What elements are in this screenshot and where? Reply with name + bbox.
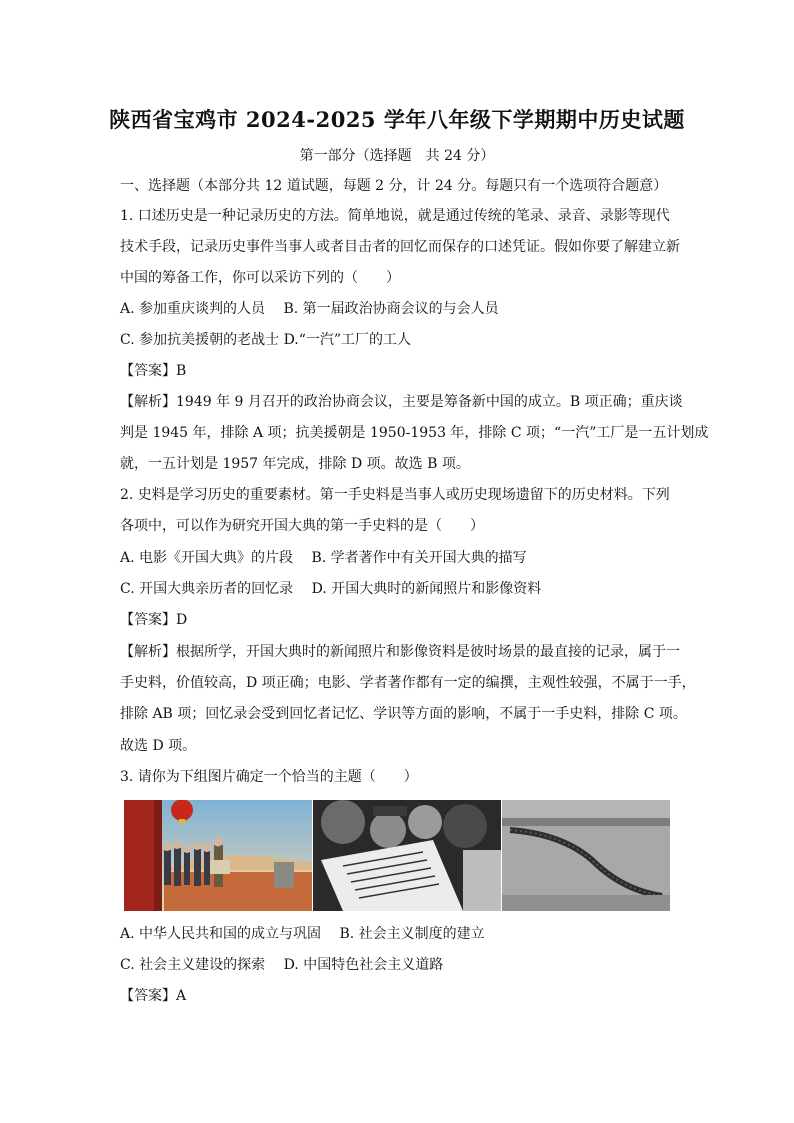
q3-options-line-1: A. 中华人民共和国的成立与巩固 B. 社会主义制度的建立 — [120, 926, 485, 942]
q2-analysis-line-2: 手史料，价值较高，D 项正确；电影、学者著作都有一定的编撰，主观性较强，不属于一手， — [120, 675, 696, 691]
q1-analysis-line-2: 判是 1945 年，排除 A 项；抗美援朝是 1950-1953 年，排除 C 项；“一汽”工厂是一五计划成 — [120, 425, 709, 441]
page-title: 陕西省宝鸡市 2024-2025 学年八年级下学期期中历史试题 — [109, 107, 685, 132]
q2-stem-line-2: 各项中，可以作为研究开国大典的第一手史料的是（ ） — [120, 518, 484, 534]
newspaper-crowd-photo — [313, 800, 501, 911]
q1-stem-line-2: 技术手段，记录历史事件当事人或者目击者的回忆而保存的口述凭证。假如你要了解建立新 — [120, 239, 680, 255]
q2-options-line-2: C. 开国大典亲历者的回忆录 D. 开国大典时的新闻照片和影像资料 — [120, 581, 542, 597]
section-heading: 一、选择题（本部分共 12 道试题，每题 2 分，计 24 分。每题只有一个选项符合题意） — [120, 178, 668, 194]
q1-answer: 【答案】B — [120, 363, 187, 379]
q3-stem: 3. 请你为下组图片确定一个恰当的主题（ ） — [120, 769, 418, 785]
troops-crossing-photo — [502, 800, 670, 911]
q3-image-strip — [124, 800, 670, 911]
q2-stem-line-1: 2. 史料是学习历史的重要素材。第一手史料是当事人或历史现场遗留下的历史材料。下列 — [120, 487, 670, 503]
q1-stem-line-1: 1. 口述历史是一种记录历史的方法。简单地说，就是通过传统的笔录、录音、录影等现代 — [120, 208, 670, 224]
founding-ceremony-painting — [124, 800, 312, 911]
q1-analysis-line-1: 【解析】1949 年 9 月召开的政治协商会议，主要是筹备新中国的成立。B 项正确；重庆谈 — [120, 394, 683, 410]
q2-analysis-line-1: 【解析】根据所学，开国大典时的新闻照片和影像资料是彼时场景的最直接的记录，属于一 — [120, 644, 680, 660]
q1-options-line-1: A. 参加重庆谈判的人员 B. 第一届政治协商会议的与会人员 — [120, 301, 499, 317]
q2-answer: 【答案】D — [120, 612, 188, 628]
q2-options-line-1: A. 电影《开国大典》的片段 B. 学者著作中有关开国大典的描写 — [120, 550, 527, 566]
q1-analysis-line-3: 就，一五计划是 1957 年完成，排除 D 项。故选 B 项。 — [120, 456, 470, 472]
q2-analysis-line-3: 排除 AB 项；回忆录会受到回忆者记忆、学识等方面的影响，不属于一手史料，排除 C 项。 — [120, 706, 687, 722]
q1-stem-line-3: 中国的筹备工作，你可以采访下列的（ ） — [120, 270, 400, 286]
q3-options-line-2: C. 社会主义建设的探索 D. 中国特色社会主义道路 — [120, 957, 444, 973]
part-subtitle: 第一部分（选择题 共 24 分） — [299, 148, 495, 164]
q2-analysis-line-4: 故选 D 项。 — [120, 738, 197, 754]
q3-answer: 【答案】A — [120, 988, 187, 1004]
q1-options-line-2: C. 参加抗美援朝的老战士 D.“一汽”工厂的工人 — [120, 332, 412, 348]
